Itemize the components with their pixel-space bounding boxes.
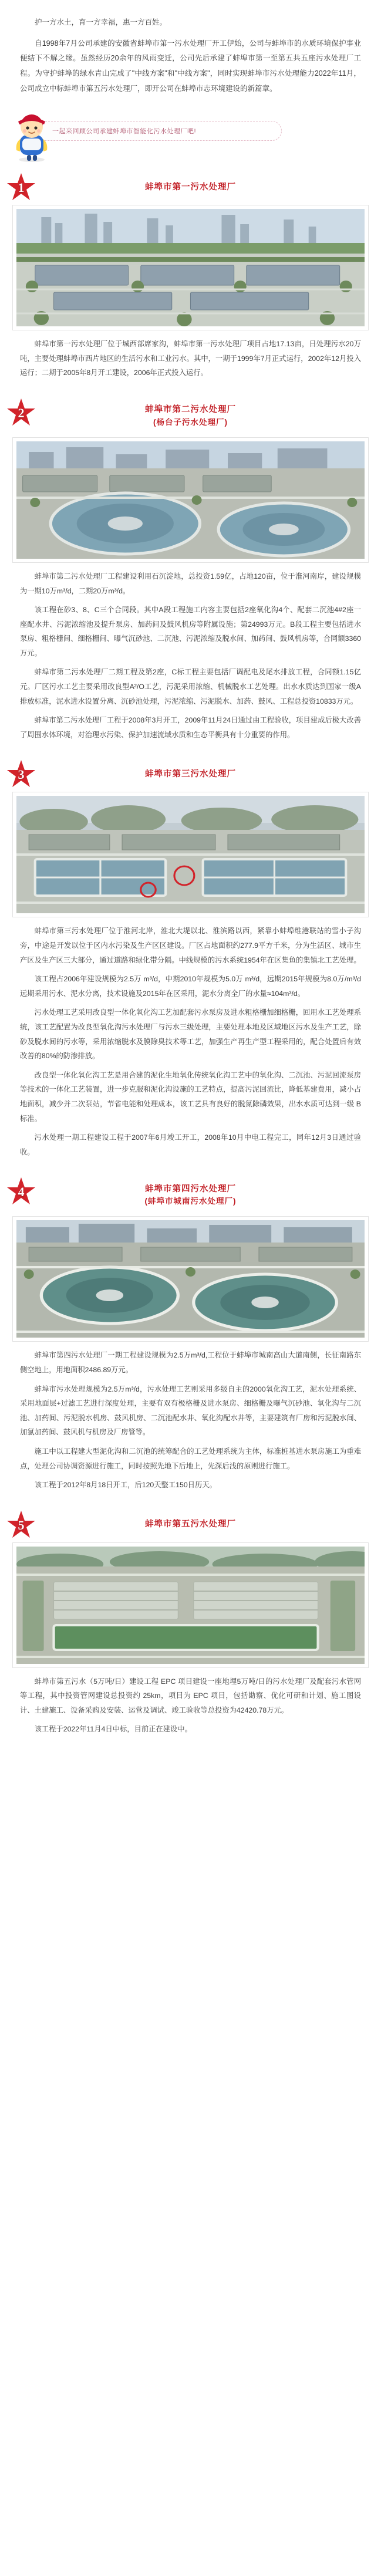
section-1-paragraph-0: 蚌埠市第一污水处理厂位于城西部席家沟，蚌埠市第一污水处理厂项目占地17.13亩，日处理污水20万吨，主要处理蚌埠市西片地区的生活污水和工业污水。其中，一期于1999年7月正式运行，2002年12月投入运行；二期于2005年8月开工建设，2006年正式投入运行。 [20,340,361,377]
section-3-body [0,924,381,1172]
section-5-number: 5 [18,1517,25,1532]
section-2-paragraph-2: 蚌埠市第二污水处理厂二期工程及第2座，C标工程主要包括厂调配电及尾水排放工程，合同额1.15亿元。厂区污水工艺主要采用改良型A²/O工艺，污泥采用浓缩、机械脱水工艺处理。出水水质达到国家一级A排放标准，泥水进水设置分离、沉砂池处理，污泥浓缩、污泥脱水、加药、鼓风、工程总投资10833万元。 [20,668,361,705]
section-2-body [0,569,381,755]
photo-wastewater-plant-1 [16,209,365,326]
section-3-badge [6,759,36,790]
section-5 [0,1508,381,1750]
section-2-paragraph-3: 蚌埠市第二污水处理厂工程于2008年3月开工，2009年11月24日通过由工程验收，项目建成后极大改善了周围水体环境，对治理水污染、保护加速流域水质和生态平衡具有十分重要的作用。 [20,716,361,739]
section-1-body [0,337,381,393]
section-1-header [0,170,381,204]
section-5-body [0,1674,381,1750]
section-2-header [0,396,381,437]
section-2-photo [13,438,368,562]
intro-paragraph-1: 自1998年7月公司承建的安徽省蚌埠市第一污水处理厂开工伊始，公司与蚌埠市的水质环境保护事业便结下不解之缘。虽然经历20余年的风雨变迁，公司先后承建了蚌埠市第一至第五共五座污水处理厂工程。为守护蚌埠的绿水青山完成了"中线方案"和"中线方案"，同时实现蚌埠市污水处理能力2022年11月，公司成立中标蚌埠市第五污水处理厂，即开公司在蚌埠市志环境建设的新篇章。 [20,39,361,93]
section-2-number: 2 [18,405,25,420]
section-3-number: 3 [18,767,25,782]
section-3-title: 蚌埠市第三污水处理厂 [145,769,236,779]
section-2-paragraph-0: 蚌埠市第二污水处理厂工程建设利用石沉淀地，总投资1.59亿，占地120亩，位于淮河南岸，建设规模为一期10万m³/d，二期20万m³/d。 [20,572,361,595]
section-5-paragraph-1: 该工程于2022年11月4日中标，目前正在建设中。 [34,1725,192,1734]
section-4-paragraph-0: 蚌埠市第四污水处理厂一期工程建设规模为2.5万m³/d,工程位于蚌埠市城南高山大道南侧，长征南路东侧空地上，用地面积2486.89万元。 [20,1351,361,1374]
mascot-banner [0,108,381,164]
section-3-paragraph-4: 污水处理一期工程建设工程于2007年6月竣工开工，2008年10月中电工程完工，同年12月3日通过验收。 [20,1133,361,1156]
photo-wastewater-plant-3 [16,796,365,913]
photo-wastewater-plant-2 [16,441,365,559]
section-1-number: 1 [18,180,25,195]
section-5-badge [6,1510,36,1541]
section-2 [0,396,381,755]
section-3-photo [13,792,368,917]
section-4-photo [13,1217,368,1341]
section-2-badge [6,398,36,428]
section-3-paragraph-3: 改良型一体化氧化沟工艺是用合建的泥化生地氧化传统氧化沟工艺中的氧化沟、二沉池、污泥回流泵房等技术的一体化工艺装置，进一步克服和泥化沟设施的工艺特点，提高污泥回流比，降低基建费用，减小占地面积，减少并二次泵站，节省电能和处理成本，该工艺具有良好的脱氮除磷效果，出水水质可达到一级 B 标准。 [20,1071,361,1123]
section-3 [0,757,381,1172]
ribbon-callout [35,121,282,141]
section-3-paragraph-2: 污水处理工艺采用改良型一体化氧化沟工艺加配套污水泵房及进水粗格栅加细格栅，回用水工艺处理系统，该工艺配置为改良型氧化沟污水处理厂与污水三级处理，主要处理本地及区域地区污水及生产工艺，除砂及脱水间的污水等，采用浓缩脱水及膜除臭技术等工艺，加强生产再生产型工程采用的，配合处置后有效改善的80%的防渗排放。 [20,1008,361,1061]
section-1-photo [13,205,368,330]
ribbon-text: 一起来回顾公司承建蚌埠市智能化污水处理厂吧! [52,128,197,136]
section-5-header [0,1508,381,1542]
section-1-badge [6,173,36,203]
section-3-paragraph-0: 蚌埠市第三污水处理厂位于淮河北岸，淮北大堤以北、淮滨路以西，紧靠小蚌埠维港联站的雪小子沟旁，中途是开发以位于区内水污染及生产区区建设。厂区占地面积约277.9平方千米，分为生活区、城市生产区及生产区三大部分，通过道路和绿化带分隔。中线规模的污水系统1954年在区集鱼的集镇北工艺处理。 [20,927,361,964]
section-2-paragraph-1: 该工程在砂3、8、C三个合同段。其中A段工程施工内容主要包括2座氧化沟4个、配套二沉池4#2座一座配水井、污泥浓缩池及提升泵房、加药间及鼓风机房等附属设施；第24993万元。B段工程主要包括进水泵房、粗格栅间、细格栅间、曝气沉砂池、二沉池、污泥浓缩及脱水间、加药间、鼓风机房等，合同额3360万元。 [20,606,361,657]
intro-paragraph-0: 护一方水土，育一方幸福，惠一方百姓。 [35,18,167,26]
section-4-number: 4 [18,1184,25,1200]
section-5-title: 蚌埠市第五污水处理厂 [145,1520,236,1530]
photo-wastewater-plant-4 [16,1220,365,1338]
mascot-icon [9,113,54,163]
section-4-title: 蚌埠市第四污水处理厂 (蚌埠市城南污水处理厂) [145,1183,237,1208]
section-4-header [0,1174,381,1216]
section-5-photo [13,1543,368,1667]
section-4-paragraph-3: 该工程于2012年8月18日开工，后120天整工150日历天。 [34,1481,217,1490]
section-1 [0,170,381,393]
section-2-subtitle: (杨台子污水处理厂) [153,417,228,427]
section-4-paragraph-2: 施工中以工程建大型泥化沟和二沉池的统筹配合的工艺处理系统为主体，标准桩基进水泵房施工为重难点，处理公司协调资源进行施工，同时按照先地下后地上，先深后浅的原则进行施工。 [20,1447,361,1470]
section-4-subtitle: (蚌埠市城南污水处理厂) [144,1197,237,1206]
section-4-paragraph-1: 蚌埠市污水处理规模为2.5万m³/d，污水处理工艺则采用多级自主的2000氧化沟工艺，泥水处理系统、采用地面层+过滤工艺进行深度处理，主要有双有极格栅及进水泵房、细格栅及曝气沉砂池、氧化沟与二沉池、加药间、污泥脱水机房、鼓风机房、二沉池配水井、氧化沟配水井等，主要建筑有厂房和污泥脱水间、加氯加药间、鼓风机与机房及厂房管等。 [20,1385,361,1437]
intro-section [0,0,381,106]
section-3-paragraph-1: 该工程占2006年建设规模为2.5万 m³/d，中期2010年规模为5.0万 m³/d，远期2015年规模为8.0万/m³/d远期采用污水、泥水分离，技术设施及2015年在区采用，泥水分离全厂的水量≈104m³/d。 [20,975,361,998]
section-4-body [0,1348,381,1505]
section-4 [0,1174,381,1505]
section-3-header [0,757,381,791]
section-4-badge [6,1177,36,1207]
section-1-title: 蚌埠市第一污水处理厂 [145,182,236,192]
section-5-paragraph-0: 蚌埠市第五污水（5万吨/日）建设工程 EPC 项目建设一座地埋5万吨/日的污水处理厂及配套污水管网等工程，其中投资管网建设总投资约 25km，项目为 EPC 项目，包括勘察、优化可研和计划、施工图设计、土建施工、设备采购及安装、运营及调试、竣工验收等总投资为42420.78万元。 [20,1677,361,1714]
photo-wastewater-plant-5 [16,1547,365,1664]
section-2-title: 蚌埠市第二污水处理厂 (杨台子污水处理厂) [145,403,236,428]
